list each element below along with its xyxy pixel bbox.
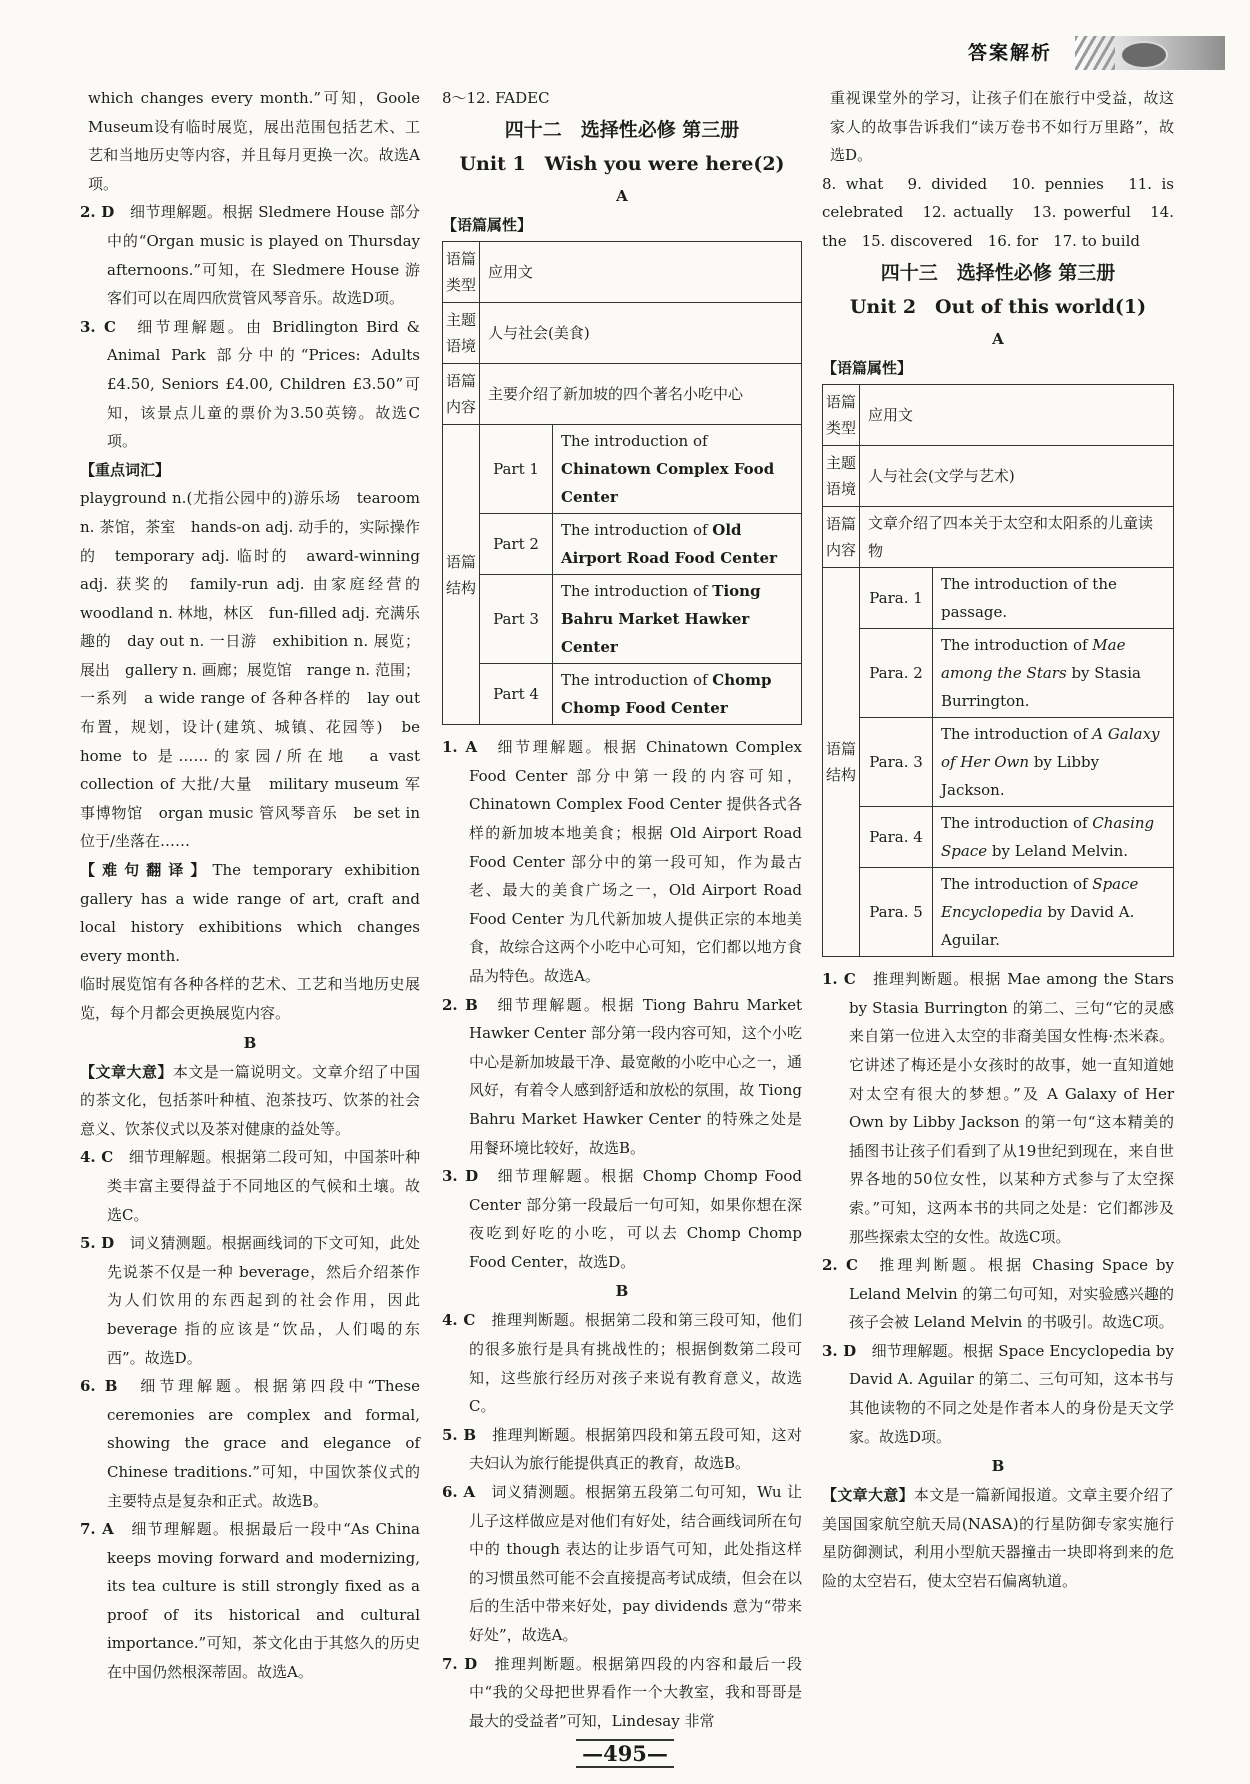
table-part-label: Para. 2	[860, 629, 933, 718]
header-title: 答案解析	[968, 42, 1053, 64]
vocab-label: 【重点词汇】	[80, 460, 171, 479]
cell-bold: Chomp Chomp Food Center	[561, 671, 772, 718]
answer-number: 2. D	[80, 203, 115, 222]
answer-item	[80, 1143, 420, 1229]
table-cell	[553, 425, 802, 514]
summary-label: 【文章大意】	[80, 1062, 173, 1081]
answer-text: 词义猜测题。根据第五段第二句可知，Wu 让儿子这样做应是对他们有好处，结合画线词所在句中的 though 表达的让步语气可知，此处指这样的习惯虽然可能不会直接提高考试成绩，但会在以后的生活中带来好处，pay dividends 意为“带来好处”，故选A。	[469, 1483, 802, 1644]
cell-text: The introduction of	[561, 582, 713, 601]
answer-number: 4. C	[80, 1148, 114, 1167]
section-letter: B	[243, 1033, 257, 1052]
table-header: 语篇结构	[823, 568, 860, 957]
cell-text: by Stasia Burrington.	[941, 664, 1141, 711]
cell-text: The introduction of	[561, 432, 708, 451]
answer-text: 细节理解题。根据第二段可知，中国茶叶种类丰富主要得益于不同地区的气候和土壤。故选C。	[107, 1148, 420, 1224]
discourse-table	[442, 241, 802, 725]
translation-chinese: 临时展览馆有各种各样的艺术、工艺和当地历史展览，每个月都会更换展览内容。	[80, 975, 420, 1022]
table-header: 主题语境	[443, 303, 480, 364]
section-title: 四十三 选择性必修 第三册	[880, 261, 1116, 284]
table-cell: 应用文	[860, 385, 1174, 446]
table-part-label: Part 1	[480, 425, 553, 514]
answer-number: 3. C	[80, 317, 116, 336]
table-header: 语篇结构	[443, 425, 480, 725]
table-cell: 人与社会(美食)	[480, 303, 802, 364]
answer-text: 推理判断题。根据第四段和第五段可知，这对夫妇认为旅行能提供真正的教育，故选B。	[469, 1425, 802, 1473]
answer-text: 推理判断题。根据 Mae among the Stars by Stasia Burrington 的第二、三句“它的灵感来自第一位进入太空的非裔美国女性梅·杰米森。它讲述了梅还是小女孩时的故事，她一直知道她对太空有很大的梦想。”及 A Galaxy of Her Own by Libby Jackson 的第一句“这本精美的插图书让孩子们看到了从19世纪到现在，来自世界各地的50位女性，以某种方式参与了太空探索。”可知，这两本书的共同之处是：它们都涉及那些探索太空的女性。故选C项。	[849, 970, 1174, 1246]
answer-item	[80, 1229, 420, 1372]
table-cell	[933, 718, 1174, 807]
answer-text: 细节理解题。根据 Chomp Chomp Food Center 部分第一段最后一句可知，如果你想在深夜吃到好吃的小吃，可以去 Chomp Chomp Food Center，故选D。	[469, 1167, 803, 1271]
cell-text: by David A. Aguilar.	[941, 903, 1135, 950]
answer-item	[822, 965, 1174, 1251]
section-letter: B	[991, 1457, 1005, 1476]
answer-item	[442, 991, 802, 1163]
vocab-text: playground n.(尤指公园中的)游乐场 tearoom n. 茶馆，茶室 hands-on adj. 动手的，实际操作的 temporary adj. 临时的 award-winning adj. 获奖的 family-run adj. 由家庭经营的 woodland n. 林地，林区 fun-filled adj. 充满乐趣的 day out n. 一日游 exhibition n. 展览；展出 gallery n. 画廊；展览馆 range n. 范围；一系列 a wide range of 各种各样的 lay out 布置，规划，设计(建筑、城镇、花园等) be home to 是……的家园/所在地 a vast collection of 大批/大量 military museum 军事博物馆 organ music 管风琴音乐 be set in 位于/坐落在……	[80, 489, 436, 851]
answer-number: 7. D	[442, 1654, 478, 1673]
table-header: 语篇内容	[823, 507, 860, 568]
answer-text: 细节理解题。根据 Space Encyclopedia by David A. Aguilar 的第二、三句可知，这本书与其他读物的不同之处是作者本人的身份是天文学家。故选D项。	[849, 1341, 1174, 1446]
answer-text: 推理判断题。根据 Chasing Space by Leland Melvin 的第二句可知，对实验感兴趣的孩子会被 Leland Melvin 的书吸引。故选C项。	[849, 1256, 1174, 1332]
publisher-logo-icon	[1120, 41, 1168, 69]
translation-label: 【难句翻译】	[80, 861, 213, 880]
cell-text: The introduction of the passage.	[941, 575, 1117, 622]
translation-block	[80, 856, 420, 970]
answer-text: 词义猜测题。根据画线词的下文可知，此处先说茶不仅是一种 beverage，然后介绍茶作为人们饮用的东西起到的社会作用，因此 beverage 指的应该是“饮品，人们喝的东西”。故选D。	[107, 1234, 420, 1367]
answer-number: 2. C	[822, 1256, 858, 1275]
column-left	[80, 84, 436, 1687]
table-part-label: Para. 3	[860, 718, 933, 807]
answer-number: 6. A	[442, 1483, 476, 1502]
table-cell	[933, 807, 1174, 868]
answer-text: 细节理解题。根据 Sledmere House 部分中的“Organ music is played on Thursday afternoons.”可知，在 Sledmere House 游客们可以在周四欣赏管风琴音乐。故选D项。	[107, 203, 420, 308]
answer-text: 推理判断题。根据第四段的内容和最后一段中“我的父母把世界看作一个大教室，我和哥哥是最大的受益者”可知，Lindesay 非常	[469, 1654, 802, 1730]
table-cell	[933, 629, 1174, 718]
table-part-label: Part 2	[480, 514, 553, 575]
answer-number: 3. D	[442, 1167, 479, 1186]
cell-bold: Old Airport Road Food Center	[561, 521, 777, 568]
cloze-answers: 8. what 9. divided 10. pennies 11. is celebrated 12. actually 13. powerful 14. the 15. discovered 16. for 17. to build	[822, 174, 1174, 250]
cell-text: The introduction of	[561, 521, 713, 540]
answer-text: 细节理解题。根据 Chinatown Complex Food Center 部分中第一段的内容可知，Chinatown Complex Food Center 提供各式各样的新加坡本地美食；根据 Old Airport Road Food Center 部分中的第一段可知，作为最古老、最大的美食广场之一，Old Airport Road Food Center 为几代新加坡人提供正宗的本地美食，故综合这两个小吃中心可知，它们都以地方食品为特色。故选A。	[469, 738, 802, 985]
continued-answer: which changes every month.”可知，Goole Museum设有临时展览，展出范围包括艺术、工艺和当地历史等内容，并且每月更换一次。故选A项。	[88, 89, 420, 193]
table-cell	[553, 575, 802, 664]
cell-text: The introduction of	[941, 814, 1093, 833]
table-header: 语篇内容	[443, 364, 480, 425]
answer-item	[442, 1162, 802, 1276]
answer-item	[442, 1650, 802, 1736]
answer-item	[442, 1421, 802, 1478]
answer-item	[442, 733, 802, 990]
table-cell	[553, 664, 802, 725]
answer-text: 细节理解题。由 Bridlington Bird & Animal Park 部分中的“Prices: Adults £4.50, Seniors £4.00, Children £3.50”可知，该景点儿童的票价为3.50英镑。故选C项。	[107, 317, 421, 451]
cell-italic: Chasing Space	[941, 814, 1155, 861]
continued-answer: 重视课堂外的学习，让孩子们在旅行中受益，故这家人的故事告诉我们“读万卷书不如行万里路”，故选D。	[830, 89, 1174, 165]
summary-label: 【文章大意】	[822, 1486, 914, 1505]
table-header: 语篇类型	[443, 242, 480, 303]
cell-bold: Chinatown Complex Food Center	[561, 460, 775, 507]
answer-number: 3. D	[822, 1341, 857, 1360]
attr-label: 【语篇属性】	[822, 358, 913, 377]
unit-title: Unit 1 Wish you were here(2)	[459, 152, 785, 175]
answer-item	[442, 1306, 802, 1420]
answer-item	[822, 1337, 1174, 1451]
cell-text: by Libby Jackson.	[941, 753, 1100, 800]
cell-text: The introduction of	[561, 671, 713, 690]
summary-block	[822, 1481, 1174, 1595]
answer-text: 细节理解题。根据 Tiong Bahru Market Hawker Center 部分第一段内容可知，这个小吃中心是新加坡最干净、最宽敞的小吃中心之一，通风好，有着令人感到舒适和放松的氛围，故 Tiong Bahru Market Hawker Center 的特殊之处是用餐环境比较好，故选B。	[469, 995, 802, 1157]
answer-text: 细节理解题。根据第四段中“These ceremonies are complex and formal, showing the grace and elegance of Chinese traditions.”可知，中国饮茶仪式的主要特点是复杂和正式。故选B。	[107, 1377, 420, 1510]
answer-item	[80, 313, 420, 456]
table-cell	[933, 868, 1174, 957]
page-number	[0, 1740, 1250, 1769]
table-cell: 主要介绍了新加坡的四个著名小吃中心	[480, 364, 802, 425]
table-cell: 文章介绍了四本关于太空和太阳系的儿童读物	[860, 507, 1174, 568]
cell-italic: Space Encyclopedia	[941, 875, 1139, 922]
answer-number: 6. B	[80, 1377, 118, 1396]
header-decoration	[1075, 36, 1115, 70]
table-cell	[933, 568, 1174, 629]
cell-text: The introduction of	[941, 636, 1093, 655]
answer-item	[822, 1251, 1174, 1337]
answer-item	[80, 1515, 420, 1687]
column-middle	[442, 84, 802, 1735]
table-part-label: Para. 1	[860, 568, 933, 629]
table-cell: 人与社会(文学与艺术)	[860, 446, 1174, 507]
cell-bold: Tiong Bahru Market Hawker Center	[561, 582, 761, 657]
cell-italic: Mae among the Stars	[941, 636, 1126, 683]
answer-number: 1. A	[442, 738, 478, 757]
cell-italic: A Galaxy of Her Own	[941, 725, 1160, 772]
unit-title: Unit 2 Out of this world(1)	[849, 295, 1147, 318]
table-cell	[553, 514, 802, 575]
cell-text: The introduction of	[941, 725, 1093, 744]
cell-text: The introduction of	[941, 875, 1093, 894]
cloze-answers: 8～12. FADEC	[442, 89, 550, 107]
table-part-label: Para. 5	[860, 868, 933, 957]
answer-number: 7. A	[80, 1520, 114, 1539]
discourse-table	[822, 384, 1174, 957]
table-part-label: Part 4	[480, 664, 553, 725]
translation-english: The temporary exhibition gallery has a wide range of art, craft and local history exhibitions which changes every month.	[80, 861, 420, 965]
cell-text: by Leland Melvin.	[987, 842, 1129, 861]
table-cell: 应用文	[480, 242, 802, 303]
attr-label: 【语篇属性】	[442, 215, 533, 234]
section-letter: A	[992, 329, 1004, 348]
section-title: 四十二 选择性必修 第三册	[504, 118, 740, 141]
answer-number: 4. C	[442, 1311, 476, 1330]
table-header: 主题语境	[823, 446, 860, 507]
summary-text: 本文是一篇新闻报道。文章主要介绍了美国国家航空航天局(NASA)的行星防御专家实施行星防御测试，利用小型航天器撞击一块即将到来的危险的太空岩石，使太空岩石偏离轨道。	[822, 1486, 1174, 1591]
column-right	[822, 84, 1174, 1596]
summary-text: 本文是一篇说明文。文章介绍了中国的茶文化，包括茶叶种植、泡茶技巧、饮茶的社会意义、饮茶仪式以及茶对健康的益处等。	[80, 1062, 420, 1138]
answer-item	[80, 1372, 420, 1515]
summary-block	[80, 1058, 420, 1144]
table-part-label: Para. 4	[860, 807, 933, 868]
table-header: 语篇类型	[823, 385, 860, 446]
answer-text: 推理判断题。根据第二段和第三段可知，他们的很多旅行是具有挑战性的；根据倒数第二段可知，这些旅行经历对孩子来说有教育意义，故选C。	[469, 1311, 802, 1416]
answer-text: 细节理解题。根据最后一段中“As China keeps moving forward and modernizing, its tea culture is still strongly fixed as a proof of its historical and cultural importance.”可知，茶文化由于其悠久的历史在中国仍然根深蒂固。故选A。	[107, 1520, 420, 1682]
answer-item	[80, 198, 420, 312]
page-number-text: —495—	[576, 1739, 674, 1768]
answer-number: 1. C	[822, 970, 856, 989]
answer-number: 5. B	[442, 1425, 477, 1444]
section-letter: B	[615, 1282, 629, 1301]
answer-number: 5. D	[80, 1234, 115, 1253]
table-part-label: Part 3	[480, 575, 553, 664]
answer-item	[442, 1478, 802, 1650]
answer-number: 2. B	[442, 995, 478, 1014]
section-letter: A	[616, 186, 628, 205]
